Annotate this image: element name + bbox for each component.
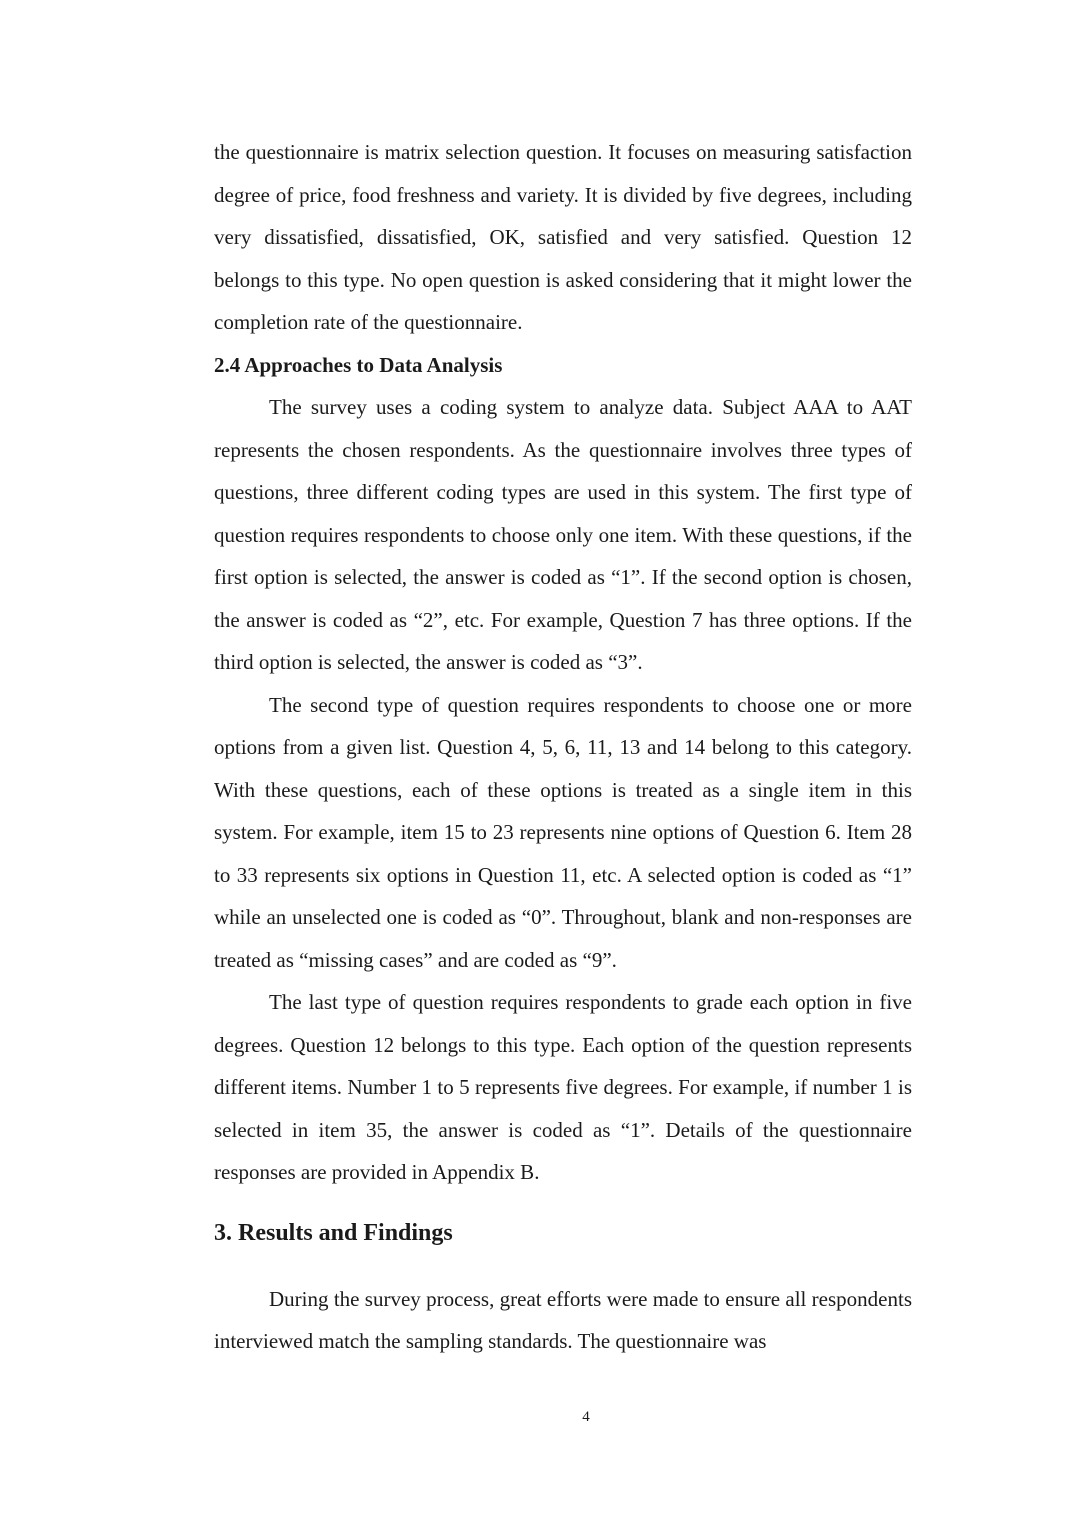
paragraph-survey-process: During the survey process, great efforts were made to ensure all respondents interviewed match the sampling standards. The questionnaire was <box>214 1286 912 1353</box>
page-number: 4 <box>582 1409 590 1425</box>
paragraph-second-type: The second type of question requires respondents to choose one or more options from a given list. Question 4, 5, 6, 11, 13 and 14 belong to this category. With these questions, each of these options is treated as a single item in this system. For example, item 15 to 23 represents nine options of Question 6. Item 28 to 33 represents six options in Question 11, etc. A selected option is coded as “1” while an unselected one is coded as “0”. Throughout, blank and non-responses are treated as “missing cases” and are coded as “9”. <box>214 692 912 972</box>
section-heading-results: 3. Results and Findings <box>214 1219 453 1246</box>
document-body <box>214 131 912 1363</box>
paragraph-last-type: The last type of question requires respondents to grade each option in five degrees. Question 12 belongs to this type. Each option of the question represents different items. Number 1 to 5 represents five degrees. For example, if number 1 is selected in item 35, the answer is coded as “1”. Details of the questionnaire responses are provided in Appendix B. <box>214 990 912 1184</box>
paragraph-coding-system: The survey uses a coding system to analyze data. Subject AAA to AAT represents the chosen respondents. As the questionnaire involves three types of questions, three different coding types are used in this system. The first type of question requires respondents to choose only one item. With these questions, if the first option is selected, the answer is coded as “1”. If the second option is chosen, the answer is coded as “2”, etc. For example, Question 7 has three options. If the third option is selected, the answer is coded as “3”. <box>214 395 912 674</box>
paragraph-continuation: the questionnaire is matrix selection question. It focuses on measuring satisfaction degree of price, food freshness and variety. It is divided by five degrees, including very dissatisfied, dissatisfied, OK, satisfied and very satisfied. Question 12 belongs to this type. No open question is asked considering that it might lower the completion rate of the questionnaire. <box>214 140 912 334</box>
subsection-heading-approaches: 2.4 Approaches to Data Analysis <box>214 352 503 377</box>
